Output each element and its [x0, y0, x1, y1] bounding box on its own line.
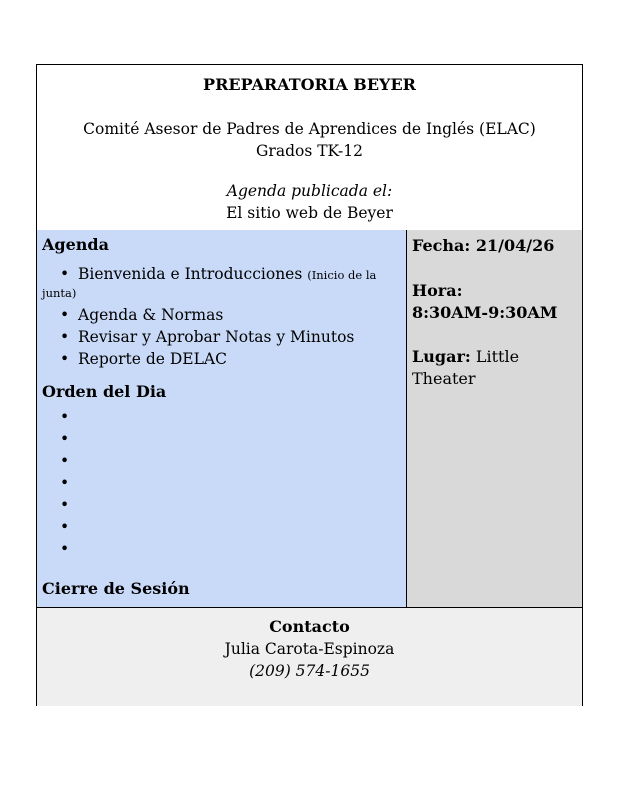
- bullet-icon: •: [60, 350, 70, 368]
- contact-phone: (209) 574-1655: [249, 662, 370, 680]
- list-item: •: [60, 496, 70, 514]
- bullet-icon: •: [60, 328, 70, 346]
- agenda-item-note: (Inicio de la: [307, 268, 377, 282]
- agenda-panel: [37, 230, 407, 607]
- document-header: [37, 65, 582, 231]
- published-value: El sitio web de Beyer: [226, 204, 393, 222]
- committee-title: Comité Asesor de Padres de Aprendices de Inglés (ELAC): [83, 120, 536, 138]
- published-label: Agenda publicada el:: [226, 182, 393, 200]
- agenda-list: [37, 261, 405, 370]
- grades-label: Grados TK-12: [256, 142, 363, 160]
- place-value: Little: [475, 347, 520, 366]
- meeting-info-panel: [407, 230, 582, 607]
- agenda-item-text: Reporte de DELAC: [78, 350, 227, 368]
- list-item: [37, 326, 405, 348]
- list-item: •: [60, 518, 70, 536]
- list-item: •: [60, 430, 70, 448]
- committee-name: [37, 118, 582, 162]
- contact-name: Julia Carota-Espinoza: [224, 640, 395, 658]
- list-item: [37, 348, 405, 370]
- agenda-title: Agenda: [42, 235, 109, 254]
- list-item: •: [60, 408, 70, 426]
- contact-footer: [37, 607, 582, 706]
- list-item: [37, 304, 405, 326]
- meeting-place: [412, 346, 519, 390]
- agenda-item-text: Revisar y Aprobar Notas y Minutos: [78, 328, 355, 346]
- time-value: 8:30AM-9:30AM: [412, 303, 558, 322]
- school-name: PREPARATORIA BEYER: [203, 75, 416, 94]
- order-of-day-title: Orden del Dia: [42, 382, 167, 401]
- agenda-item-note-cont: junta): [42, 286, 77, 300]
- bullet-icon: •: [60, 306, 70, 324]
- contact-title: Contacto: [269, 617, 350, 636]
- meeting-date: Fecha: 21/04/26: [412, 236, 555, 255]
- meeting-time: [412, 280, 558, 324]
- list-item: •: [60, 540, 70, 558]
- agenda-item-text: Bienvenida e Introducciones: [78, 265, 303, 283]
- place-label: Lugar:: [412, 347, 471, 366]
- time-label: Hora:: [412, 281, 463, 300]
- agenda-document: [36, 64, 583, 706]
- order-of-day-list: [60, 406, 69, 560]
- list-item: •: [60, 474, 70, 492]
- list-item: [37, 261, 405, 304]
- closing-title: Cierre de Sesión: [42, 579, 190, 598]
- place-value-cont: Theater: [412, 369, 476, 388]
- list-item: •: [60, 452, 70, 470]
- agenda-item-text: Agenda & Normas: [78, 306, 224, 324]
- bullet-icon: •: [60, 265, 70, 283]
